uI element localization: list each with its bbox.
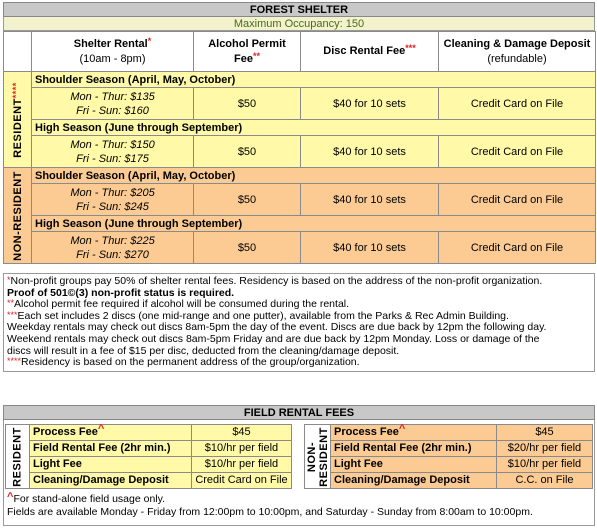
- note-3b: Weekday rentals may check out discs 8am-5pm the day of the event. Discs are due back by 12pm the following day.: [7, 321, 547, 334]
- field-title: [3, 405, 595, 420]
- note-4: [7, 357, 591, 369]
- weekday-rate: Mon - Thur: $225: [70, 234, 155, 247]
- deposit: Credit Card on File: [439, 184, 596, 216]
- field-notes: [3, 492, 595, 526]
- resident-high-row: [4, 136, 596, 168]
- occupancy-text: Maximum Occupancy: 150: [233, 18, 365, 30]
- note-3c: Weekend rentals may check out discs 8am-5pm Friday and are due back by 12pm Monday. Loss or damage of the: [7, 332, 540, 345]
- field-value: C.C. on File: [497, 473, 593, 489]
- rental-asterisk: *: [147, 35, 152, 46]
- col-alcohol-label: Alcohol Permit: [208, 37, 286, 50]
- weekday-rate: Mon - Thur: $135: [70, 90, 155, 103]
- nonresident-high-row: [4, 232, 596, 264]
- weekend-rate: Fri - Sun: $160: [76, 104, 149, 117]
- deposit: Credit Card on File: [439, 88, 596, 120]
- field-value: $10/hr per field: [192, 457, 292, 473]
- field-row: [6, 441, 292, 457]
- season-title: High Season (June through September): [32, 216, 596, 232]
- alcohol-fee: $50: [194, 232, 301, 264]
- field-label: Cleaning/Damage Deposit: [331, 473, 497, 489]
- note-2-mark: **: [7, 298, 15, 309]
- caret-mark: ^: [97, 423, 105, 435]
- note-2-text: Alcohol permit fee required if alcohol will be consumed during the rental.: [14, 298, 350, 311]
- weekend-rate: Fri - Sun: $175: [76, 152, 149, 165]
- weekend-rate: Fri - Sun: $245: [76, 200, 149, 213]
- resident-shoulder-title-row: [4, 72, 596, 88]
- disc-fee: $40 for 10 sets: [301, 232, 439, 264]
- occupancy: [3, 17, 595, 31]
- field-row: [6, 473, 292, 489]
- resident-asterisks: ****: [10, 81, 21, 98]
- col-cleaning-label: Cleaning & Damage Deposit: [443, 37, 591, 50]
- field-label: [331, 425, 497, 441]
- resident-vertical-text: [12, 82, 24, 158]
- resident-side-label: [4, 72, 32, 168]
- field-row: [6, 425, 292, 441]
- blank-corner: [4, 32, 32, 72]
- field-value: $10/hr per field: [192, 441, 292, 457]
- field-note-2: Fields are available Monday - Friday from 12:00pm to 10:00pm, and Saturday - Sunday from 8:00am to 10:00pm.: [7, 506, 533, 518]
- col-shelter-rental-hours: (10am - 8pm): [79, 52, 146, 65]
- process-fee-label: Process Fee: [334, 426, 399, 438]
- field-label: Field Rental Fee (2hr min.): [331, 441, 497, 457]
- field-resident-label: RESIDENT: [11, 426, 23, 487]
- disc-fee: $40 for 10 sets: [301, 88, 439, 120]
- field-nonresident-label: NON-RESIDENT: [305, 426, 330, 487]
- col-disc-rental: [301, 32, 439, 72]
- col-shelter-rental-label: Shelter Rental: [73, 37, 148, 50]
- col-cleaning-deposit: [439, 32, 596, 72]
- col-alcohol-label2: Fee: [234, 52, 253, 65]
- season-title: High Season (June through September): [32, 120, 596, 136]
- shelter-rates-table: [3, 31, 596, 264]
- disc-asterisk: ***: [405, 43, 416, 53]
- rental-rates: [32, 232, 194, 264]
- field-resident-side: [6, 425, 30, 489]
- field-nonresident-table: [304, 424, 593, 489]
- weekday-rate: Mon - Thur: $205: [70, 186, 155, 199]
- field-nonresident-side: [305, 425, 331, 489]
- rental-rates: [32, 136, 194, 168]
- col-alcohol-permit: [194, 32, 301, 72]
- rental-rates: [32, 88, 194, 120]
- note-3-mark: ***: [7, 309, 18, 320]
- field-label: Cleaning/Damage Deposit: [30, 473, 192, 489]
- field-row: [305, 441, 593, 457]
- shelter-title-text: FOREST SHELTER: [249, 4, 349, 16]
- deposit: Credit Card on File: [439, 232, 596, 264]
- field-value: $45: [497, 425, 593, 441]
- nonresident-vertical-text: NON-RESIDENT: [11, 170, 24, 261]
- col-cleaning-sub: (refundable): [487, 52, 547, 65]
- shelter-header-row: [4, 32, 596, 72]
- field-note-1-text: For stand-alone field usage only.: [13, 493, 166, 505]
- process-fee-label: Process Fee: [33, 426, 98, 438]
- season-title: Shoulder Season (April, May, October): [32, 72, 596, 88]
- field-value: $20/hr per field: [497, 441, 593, 457]
- disc-fee: $40 for 10 sets: [301, 136, 439, 168]
- col-shelter-rental: [32, 32, 194, 72]
- field-value: $10/hr per field: [497, 457, 593, 473]
- field-label: [30, 425, 192, 441]
- nonresident-side-label: [4, 168, 32, 264]
- nonresident-shoulder-title-row: [4, 168, 596, 184]
- resident-high-title-row: [4, 120, 596, 136]
- note-3-text: Each set includes 2 discs (one mid-range and one putter), available from the Parks & Rec Admin Building.: [17, 309, 509, 322]
- note-1b: Proof of 501©(3) non-profit status is required.: [7, 286, 235, 299]
- caret-mark: ^: [398, 423, 406, 435]
- disc-fee: $40 for 10 sets: [301, 184, 439, 216]
- note-4-text: Residency is based on the permanent address of the group/organization.: [21, 356, 360, 369]
- alcohol-fee: $50: [194, 184, 301, 216]
- field-row: [6, 457, 292, 473]
- nonresident-high-title-row: [4, 216, 596, 232]
- alcohol-fee: $50: [194, 88, 301, 120]
- field-row: [305, 473, 593, 489]
- field-label: Light Fee: [30, 457, 192, 473]
- field-value: $45: [192, 425, 292, 441]
- shelter-title: [3, 2, 595, 17]
- field-row: [305, 457, 593, 473]
- season-title: Shoulder Season (April, May, October): [32, 168, 596, 184]
- field-note-1: [7, 493, 591, 506]
- note-1-text: Non-profit groups pay 50% of shelter rental fees. Residency is based on the address of the non-profit organization.: [10, 275, 543, 287]
- resident-label: RESIDENT: [11, 97, 24, 158]
- alcohol-fee: $50: [194, 136, 301, 168]
- weekend-rate: Fri - Sun: $270: [76, 248, 149, 261]
- note-3d: discs will result in a fee of $15 per disc, deducted from the cleaning/damage deposit.: [7, 344, 400, 357]
- nonresident-shoulder-row: [4, 184, 596, 216]
- weekday-rate: Mon - Thur: $150: [70, 138, 155, 151]
- note-4-mark: ****: [7, 356, 22, 367]
- deposit: Credit Card on File: [439, 136, 596, 168]
- field-label: Light Fee: [331, 457, 497, 473]
- resident-shoulder-row: [4, 88, 596, 120]
- note-1: [7, 276, 591, 288]
- field-resident-table: [5, 424, 292, 489]
- alcohol-asterisk: **: [252, 50, 260, 61]
- field-note-mark: ^: [7, 491, 14, 503]
- field-row: [305, 425, 593, 441]
- note-1-mark: *: [7, 275, 11, 285]
- field-title-text: FIELD RENTAL FEES: [243, 407, 355, 419]
- col-disc-label: Disc Rental Fee: [323, 45, 406, 57]
- field-value: Credit Card on File: [192, 473, 292, 489]
- field-label: Field Rental Fee (2hr min.): [30, 441, 192, 457]
- rental-rates: [32, 184, 194, 216]
- shelter-notes: [3, 273, 595, 372]
